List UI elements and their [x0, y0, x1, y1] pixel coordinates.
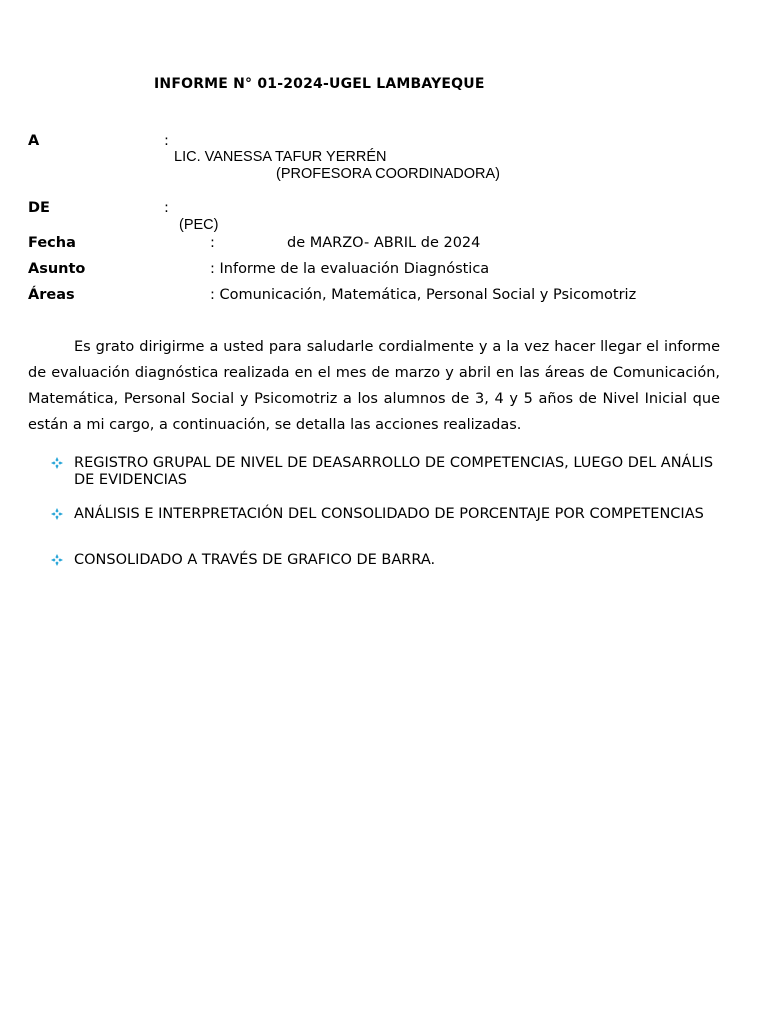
diamond-bullet-icon: [50, 456, 64, 470]
areas-value: : Comunicación, Matemática, Personal Social y Psicomotriz: [210, 287, 637, 303]
to-role: (PROFESORA COORDINADORA): [276, 166, 500, 182]
subject-value: : Informe de la evaluación Diagnóstica: [210, 261, 490, 277]
bullet-text: CONSOLIDADO A TRAVÉS DE GRAFICO DE BARRA.: [74, 552, 436, 568]
bullet-text: ANÁLISIS E INTERPRETACIÓN DEL CONSOLIDADO DE PORCENTAJE POR COMPETENCIAS: [74, 506, 704, 522]
bullet-text: REGISTRO GRUPAL DE NIVEL DE DEASARROLLO DE COMPETENCIAS, LUEGO DEL ANÁLIS DE EVIDENCIAS: [74, 455, 714, 488]
from-value: (PEC): [179, 217, 219, 233]
to-label: A: [28, 133, 40, 149]
list-item: [50, 506, 730, 523]
from-label: DE: [28, 200, 50, 216]
subject-label: Asunto: [28, 261, 86, 277]
diamond-bullet-icon: [50, 553, 64, 567]
from-colon: :: [164, 200, 169, 216]
body-paragraph: Es grato dirigirme a usted para saludarle cordialmente y a la vez hacer llegar el informe de evaluación diagnóstica realizada en el mes de marzo y abril en las áreas de Comunicación, Matemática, Personal Social y Psicomotriz a los alumnos de 3, 4 y 5 años de Nivel Inicial que están a mi cargo, a continuación, se detalla las acciones realizadas.: [28, 339, 720, 433]
diamond-bullet-icon: [50, 507, 64, 521]
to-colon: :: [164, 133, 169, 149]
actions-list: [50, 455, 730, 569]
to-name: LIC. VANESSA TAFUR YERRÉN: [174, 149, 387, 165]
report-title: INFORME N° 01-2024-UGEL LAMBAYEQUE: [154, 76, 485, 92]
list-item: [50, 455, 730, 489]
date-label: Fecha: [28, 235, 76, 251]
date-colon: :: [210, 235, 215, 251]
date-value: de MARZO- ABRIL de 2024: [287, 235, 481, 251]
areas-label: Áreas: [28, 287, 75, 303]
list-item: [50, 552, 730, 569]
